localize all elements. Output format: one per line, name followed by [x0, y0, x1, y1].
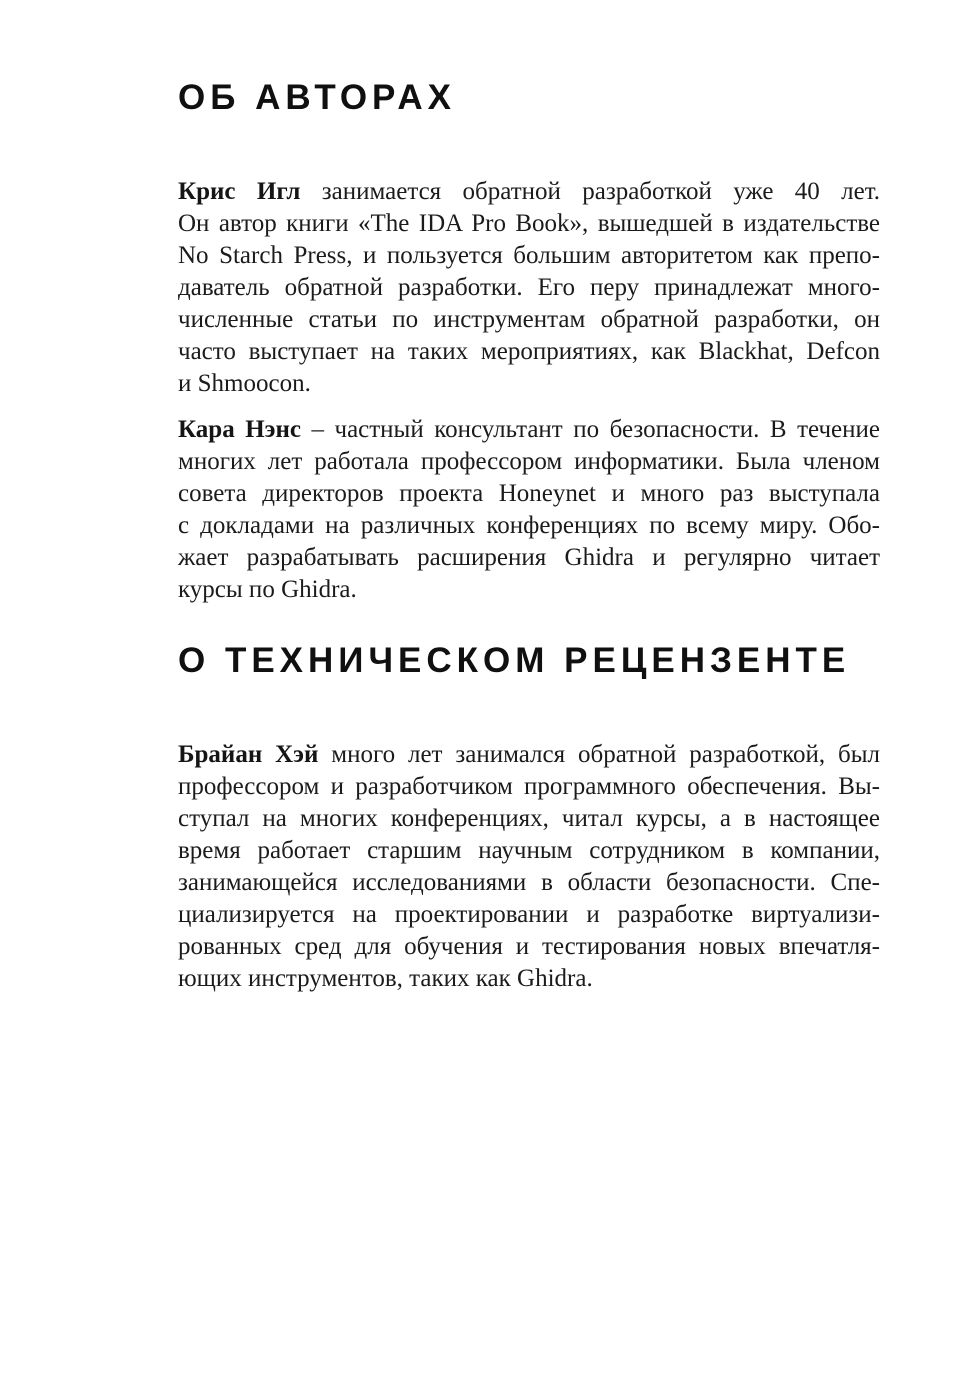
person-name-bold: Брайан Хэй — [178, 741, 319, 768]
text-line: занимающейся исследованиями в области безопасности. Спе- — [178, 869, 880, 896]
text-line: Кара Нэнс – частный консультант по безопасности. В течение — [178, 416, 880, 443]
page-content — [178, 0, 880, 995]
text-line: No Starch Press, и пользуется большим авторитетом как препо- — [178, 242, 880, 269]
section-body-reviewer — [178, 739, 880, 995]
section-title-about-authors: ОБ АВТОРАХ — [178, 78, 456, 117]
person-name-bold: Крис Игл — [178, 178, 301, 205]
text-line: Он автор книги «The IDA Pro Book», вышедшей в издательстве — [178, 210, 880, 237]
text-line: ющих инструментов, таких как Ghidra. — [178, 965, 593, 992]
text-line: ступал на многих конференциях, читал курсы, а в настоящее — [178, 805, 880, 832]
text-line: численные статьи по инструментам обратной разработки, он — [178, 306, 880, 333]
paragraph-kara-nance — [178, 414, 880, 606]
section-title-about-technical-reviewer: О ТЕХНИЧЕСКОМ РЕЦЕНЗЕНТЕ — [178, 641, 851, 680]
section-body-authors — [178, 176, 880, 606]
text-line: циализируется на проектировании и разработке виртуализи- — [178, 901, 880, 928]
text-line: рованных сред для обучения и тестирования новых впечатля- — [178, 933, 880, 960]
text-line: Крис Игл занимается обратной разработкой уже 40 лет. — [178, 178, 880, 205]
paragraph-chris-eagle — [178, 176, 880, 400]
person-name-bold: Кара Нэнс — [178, 416, 301, 443]
text-line: совета директоров проекта Honeynet и много раз выступала — [178, 480, 880, 507]
text-line: даватель обратной разработки. Его перу принадлежат много- — [178, 274, 880, 301]
text-line: время работает старшим научным сотрудником в компании, — [178, 837, 880, 864]
text-line: многих лет работала профессором информатики. Была членом — [178, 448, 880, 475]
text-line: часто выступает на таких мероприятиях, как Blackhat, Defcon — [178, 338, 880, 365]
text-line: с докладами на различных конференциях по всему миру. Обо- — [178, 512, 880, 539]
text-line: жает разрабатывать расширения Ghidra и регулярно читает — [178, 544, 880, 571]
paragraph-brian-hay — [178, 739, 880, 995]
text-line: профессором и разработчиком программного обеспечения. Вы- — [178, 773, 880, 800]
text-line: Брайан Хэй много лет занимался обратной разработкой, был — [178, 741, 880, 768]
text-line: и Shmoocon. — [178, 370, 311, 397]
text-line: курсы по Ghidra. — [178, 576, 357, 603]
